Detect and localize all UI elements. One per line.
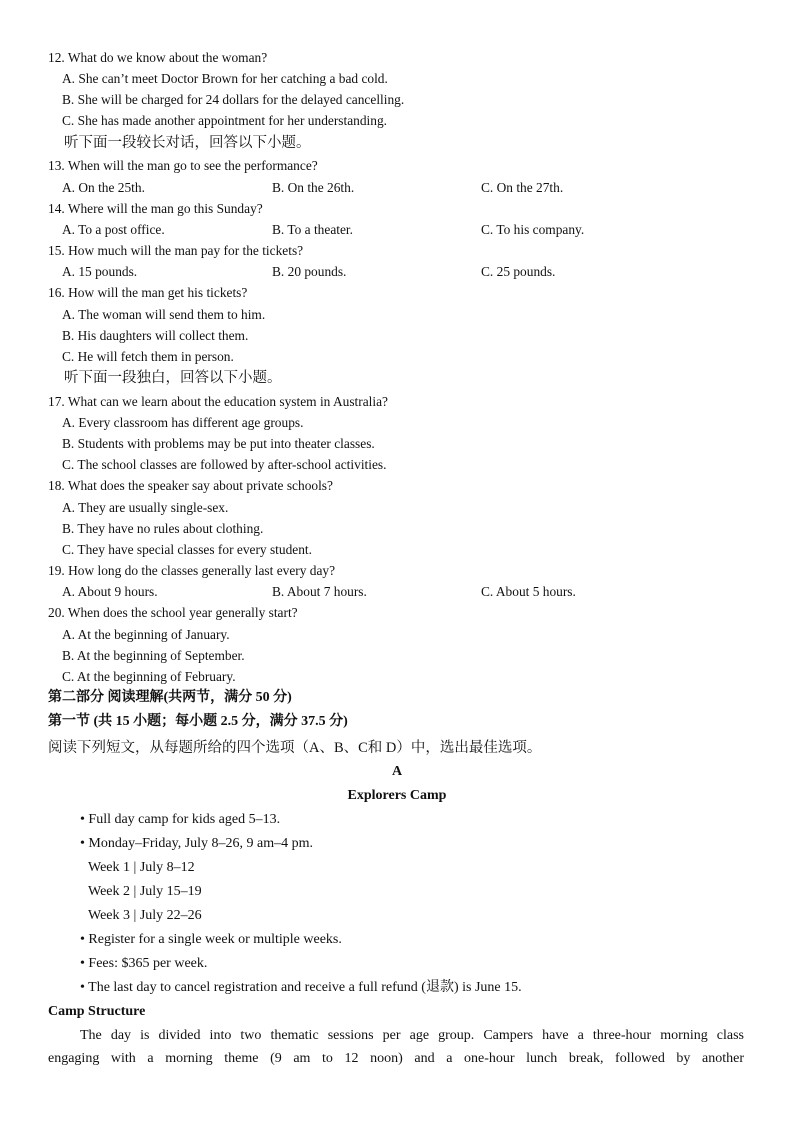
instruction-long-dialog: 听下面一段较长对话，回答以下小题。 [64,135,311,151]
question-19-option-c: C. About 5 hours. [481,584,576,599]
question-16-option-c: C. He will fetch them in person. [62,349,234,364]
question-20-option-b: B. At the beginning of September. [62,648,245,663]
question-14-stem: 14. Where will the man go this Sunday? [48,201,263,216]
camp-structure-line-1: The day is divided into two thematic sessions per age group. Campers have a three-hour morning class [80,1028,744,1043]
camp-structure-paragraph [48,1027,744,1068]
question-14-option-c: C. To his company. [481,222,585,237]
question-17-stem: 17. What can we learn about the education system in Australia? [48,394,388,409]
question-20-option-a: A. At the beginning of January. [62,627,230,642]
camp-structure-heading: Camp Structure [48,1004,146,1019]
question-19-option-b: B. About 7 hours. [272,584,367,599]
question-15-stem: 15. How much will the man pay for the tickets? [48,243,304,258]
camp-info-refund: • The last day to cancel registration and receive a full refund (退款) is June 15. [80,980,522,995]
question-13-stem: 13. When will the man go to see the performance? [48,158,318,173]
question-12-option-c: C. She has made another appointment for her understanding. [62,113,388,128]
passage-letter: A [391,764,403,779]
camp-week-3: Week 3 | July 22–26 [88,908,202,923]
question-20-option-c: C. At the beginning of February. [62,669,236,684]
reading-instruction: 阅读下列短文，从每题所给的四个选项（A、B、C和 D）中，选出最佳选项。 [48,740,542,756]
question-18-option-c: C. They have special classes for every student. [62,542,313,557]
question-19-option-a: A. About 9 hours. [62,584,158,599]
camp-info-dates: • Monday–Friday, July 8–26, 9 am–4 pm. [80,836,314,851]
question-15-option-a: A. 15 pounds. [62,264,138,279]
question-12-option-a: A. She can’t meet Doctor Brown for her catching a bad cold. [62,71,388,86]
part2-heading: 第二部分 阅读理解(共两节，满分 50 分) [48,690,292,705]
question-16-option-a: A. The woman will send them to him. [62,307,266,322]
question-16-stem: 16. How will the man get his tickets? [48,285,248,300]
question-17-option-a: A. Every classroom has different age groups. [62,415,304,430]
question-19-stem: 19. How long do the classes generally last every day? [48,563,336,578]
question-12-option-b: B. She will be charged for 24 dollars for the delayed cancelling. [62,92,405,107]
camp-info-ages: • Full day camp for kids aged 5–13. [80,812,281,827]
question-17-option-c: C. The school classes are followed by after-school activities. [62,457,387,472]
passage-title: Explorers Camp [347,788,447,803]
camp-week-2: Week 2 | July 15–19 [88,884,202,899]
camp-info-register: • Register for a single week or multiple weeks. [80,932,342,947]
question-13-option-b: B. On the 26th. [272,180,355,195]
question-15-option-c: C. 25 pounds. [481,264,556,279]
question-18-option-a: A. They are usually single-sex. [62,500,229,515]
instruction-monologue: 听下面一段独白，回答以下小题。 [64,370,282,386]
question-15-option-b: B. 20 pounds. [272,264,347,279]
question-20-stem: 20. When does the school year generally start? [48,605,298,620]
camp-week-1: Week 1 | July 8–12 [88,860,195,875]
question-13-option-a: A. On the 25th. [62,180,145,195]
question-14-option-b: B. To a theater. [272,222,353,237]
question-13-option-c: C. On the 27th. [481,180,564,195]
question-16-option-b: B. His daughters will collect them. [62,328,249,343]
section1-heading: 第一节 (共 15 小题；每小题 2.5 分，满分 37.5 分) [48,714,348,729]
question-14-option-a: A. To a post office. [62,222,165,237]
question-12-stem: 12. What do we know about the woman? [48,50,268,65]
question-18-option-b: B. They have no rules about clothing. [62,521,264,536]
camp-structure-line-2: engaging with a morning theme (9 am to 12 noon) and a one-hour lunch break, followed by another [48,1051,744,1066]
question-18-stem: 18. What does the speaker say about private schools? [48,478,333,493]
camp-info-fees: • Fees: $365 per week. [80,956,208,971]
question-17-option-b: B. Students with problems may be put into theater classes. [62,436,375,451]
